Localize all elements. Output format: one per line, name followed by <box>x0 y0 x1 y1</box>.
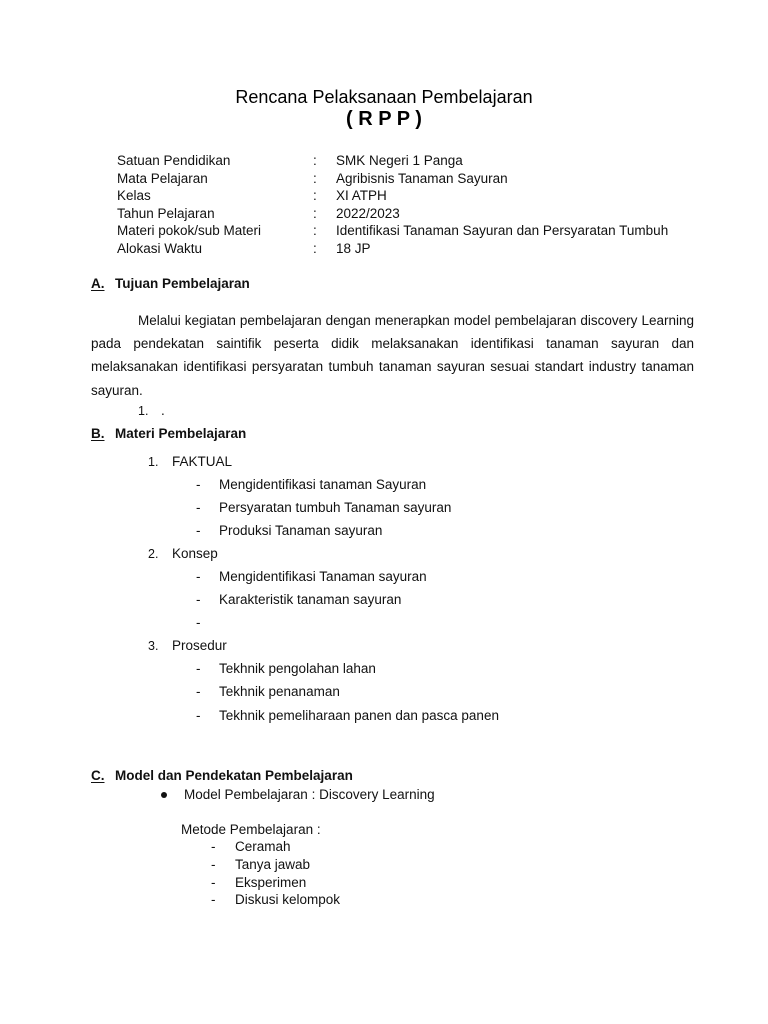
list-item: Persyaratan tumbuh Tanaman sayuran <box>219 500 452 515</box>
section-letter: A. <box>91 276 105 291</box>
section-letter: C. <box>91 768 105 783</box>
info-colon: : <box>313 170 317 186</box>
section-a-heading <box>91 275 250 293</box>
info-label: Kelas <box>117 188 151 204</box>
dash-bullet: - <box>196 500 201 515</box>
info-value: Agribisnis Tanaman Sayuran <box>336 170 508 186</box>
section-title: Materi Pembelajaran <box>115 426 247 441</box>
section-title: Tujuan Pembelajaran <box>115 276 250 291</box>
method-item: Diskusi kelompok <box>235 892 341 907</box>
list-item: Tekhnik pemeliharaan panen dan pasca panen <box>219 708 499 723</box>
bullet-icon <box>161 792 167 798</box>
method-item: Tanya jawab <box>235 857 311 872</box>
info-label: Tahun Pelajaran <box>117 205 215 221</box>
model-line: Model Pembelajaran : Discovery Learning <box>184 787 435 802</box>
list-item: Tekhnik penanaman <box>219 684 340 699</box>
list-number: 2. <box>148 547 159 561</box>
dash-bullet: - <box>196 523 201 538</box>
dash-bullet: - <box>196 477 201 492</box>
dash-bullet: - <box>196 569 201 584</box>
section-c-heading <box>91 767 353 785</box>
info-value: 2022/2023 <box>336 205 400 221</box>
info-colon: : <box>313 153 317 168</box>
list-item: Karakteristik tanaman sayuran <box>219 592 402 607</box>
list-item: Mengidentifikasi tanaman Sayuran <box>219 477 427 492</box>
list-item: Tekhnik pengolahan lahan <box>219 661 376 676</box>
document-subtitle: ( R P P ) <box>346 108 422 130</box>
method-item: Eksperimen <box>235 875 307 890</box>
section-letter: B. <box>91 426 105 441</box>
list-item: . <box>161 403 165 418</box>
list-number: 1. <box>138 404 149 418</box>
info-label: Satuan Pendidikan <box>117 153 231 168</box>
material-group-title: Prosedur <box>172 638 227 653</box>
info-value: 18 JP <box>336 240 371 256</box>
method-item: Ceramah <box>235 839 291 854</box>
dash-bullet: - <box>196 615 201 630</box>
info-colon: : <box>313 223 317 239</box>
dash-bullet: - <box>196 708 201 723</box>
info-value: Identifikasi Tanaman Sayuran dan Persyaratan Tumbuh <box>336 223 669 239</box>
info-label: Alokasi Waktu <box>117 240 203 256</box>
material-group-title: FAKTUAL <box>172 454 233 469</box>
list-item: Mengidentifikasi Tanaman sayuran <box>219 569 427 584</box>
objective-paragraph <box>91 309 694 402</box>
list-number: 3. <box>148 639 159 653</box>
document-title: Rencana Pelaksanaan Pembelajaran <box>235 87 533 107</box>
dash-bullet: - <box>211 892 216 907</box>
info-value: XI ATPH <box>336 188 387 204</box>
dash-bullet: - <box>211 857 216 872</box>
material-group-title: Konsep <box>172 546 218 561</box>
objective-text: Melalui kegiatan pembelajaran dengan menerapkan model pembelajaran discovery Learning pada pendekatan saintifik peserta didik melaksanakan identifikasi tanaman sayuran dan melaksanakan identifikasi persyaratan tumbuh tanaman sayuran sesuai standart industry tanaman sayuran. <box>91 313 694 398</box>
section-b-heading <box>91 425 246 443</box>
info-value: SMK Negeri 1 Panga <box>336 153 463 168</box>
list-item: Produksi Tanaman sayuran <box>219 523 383 538</box>
dash-bullet: - <box>196 661 201 676</box>
dash-bullet: - <box>196 684 201 699</box>
info-label: Materi pokok/sub Materi <box>117 223 262 239</box>
method-label: Metode Pembelajaran : <box>181 822 321 837</box>
info-colon: : <box>313 240 317 256</box>
dash-bullet: - <box>196 592 201 607</box>
info-label: Mata Pelajaran <box>117 170 208 186</box>
info-colon: : <box>313 188 317 204</box>
dash-bullet: - <box>211 875 216 890</box>
info-colon: : <box>313 205 317 221</box>
section-title: Model dan Pendekatan Pembelajaran <box>115 768 353 783</box>
list-number: 1. <box>148 455 159 469</box>
dash-bullet: - <box>211 839 216 854</box>
